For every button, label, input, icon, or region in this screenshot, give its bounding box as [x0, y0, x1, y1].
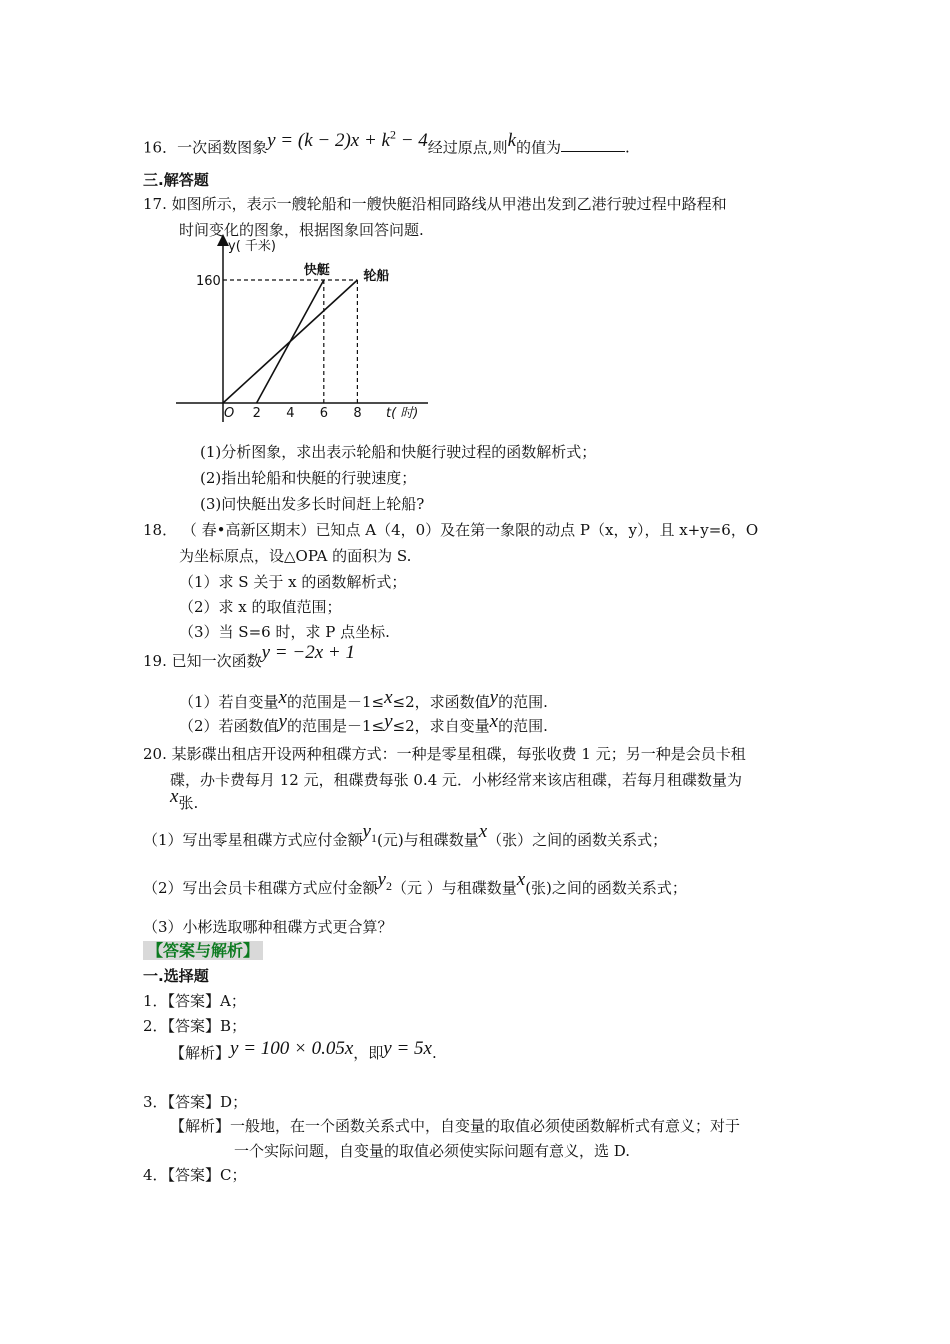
formula: $y = (k - 2)x + k^2 - 4$ — [267, 128, 428, 152]
answer-3: 3．【答案】D； — [143, 1093, 248, 1111]
distance-time-chart — [176, 236, 436, 426]
question-20-sub2: （2）写出会员卡租碟方式应付金额$y_2$（元 ）与租碟数量x(张)之间的函数关系式； — [143, 869, 687, 897]
question-18-line1: 18． （ 春•高新区期末）已知点 A（4，0）及在第一象限的动点 P（x，y），且 x+y=6，O — [143, 521, 759, 539]
section-title: 三.解答题 — [143, 171, 209, 189]
question-18-sub2: （2）求 x 的取值范围； — [179, 598, 342, 616]
question-17-sub1: (1)分析图象，求出表示轮船和快艇行驶过程的函数解析式； — [200, 443, 597, 461]
answers-section-title: 一.选择题 — [143, 967, 209, 985]
question-17-sub3: (3)问快艇出发多长时间赶上轮船? — [200, 495, 425, 513]
x-axis-label: t( 时) — [386, 406, 419, 421]
question-text: 一次函数图象 — [177, 138, 268, 157]
x-tick-6: 6 — [319, 406, 329, 421]
series-label-1: 轮船 — [363, 269, 390, 284]
question-20-line2: 碟，办卡费每月 12 元，租碟费每张 0.4 元．小彬经常来该店租碟，若每月租碟数量为 — [170, 771, 743, 789]
question-18-sub1: （1）求 S 关于 x 的函数解析式； — [179, 573, 407, 591]
answer-4: 4．【答案】C； — [143, 1166, 247, 1184]
y-axis-label: y( 千米) — [228, 239, 276, 254]
formula: y = −2x + 1 — [261, 642, 355, 663]
question-number: 16． — [143, 138, 178, 157]
question-text: 的值为 — [516, 138, 562, 157]
question-text: 19. 已知一次函数 — [143, 652, 262, 670]
x-tick-2: 2 — [252, 406, 261, 421]
question-18-sub3: （3）当 S=6 时，求 P 点坐标. — [179, 623, 390, 641]
question-19-sub2: （2）若函数值y的范围是－1≤y≤2，求自变量x的范围. — [179, 711, 548, 735]
answer-3-explanation-1: 【解析】一般地，在一个函数关系式中，自变量的取值必须使函数解析式有意义；对于 — [170, 1117, 741, 1135]
answer-2: 2．【答案】B； — [143, 1017, 247, 1035]
question-17-sub2: (2)指出轮船和快艇的行驶速度； — [200, 469, 417, 487]
question-16: 16．一次函数图象$y = (k - 2)x + k^2 - 4$经过原点,则k的值为 . — [143, 128, 630, 157]
question-19 — [143, 642, 355, 674]
y-tick-160: 160 — [196, 274, 221, 289]
question-19-sub1: （1）若自变量x的范围是－1≤x≤2，求函数值y的范围. — [179, 687, 548, 711]
answer-blank — [561, 137, 625, 152]
question-text: 经过原点,则 — [427, 138, 508, 157]
origin-label: O — [224, 406, 235, 421]
x-tick-8: 8 — [353, 406, 362, 421]
answers-header — [143, 940, 263, 962]
answers-title: 【答案与解析】 — [143, 941, 263, 960]
answer-3-explanation-2: 一个实际问题，自变量的取值必须使实际问题有意义，选 D. — [234, 1142, 631, 1160]
series-label-0: 快艇 — [303, 263, 330, 278]
variable-k: k — [507, 130, 517, 152]
x-tick-4: 4 — [286, 406, 295, 421]
series-line-1 — [223, 280, 357, 403]
question-20-line3: x张. — [170, 786, 199, 812]
answer-1: 1．【答案】A； — [143, 992, 246, 1010]
question-20-line1: 20. 某影碟出租店开设两种租碟方式：一种是零星租碟，每张收费 1 元；另一种是会员卡租 — [143, 745, 746, 763]
question-18-line2: 为坐标原点，设△OPA 的面积为 S. — [179, 547, 412, 565]
question-17-line2: 时间变化的图象，根据图象回答问题. — [179, 221, 424, 239]
question-20-sub3: （3）小彬选取哪种租碟方式更合算？ — [143, 918, 393, 936]
question-17-line1: 17. 如图所示，表示一艘轮船和一艘快艇沿相同路线从甲港出发到乙港行驶过程中路程和 — [143, 195, 727, 213]
answer-2-explanation: 【解析】y = 100 × 0.05x，即y = 5x. — [170, 1038, 437, 1062]
question-20-sub1: （1）写出零星租碟方式应付金额$y_1$(元)与租碟数量x（张）之间的函数关系式； — [143, 821, 668, 849]
